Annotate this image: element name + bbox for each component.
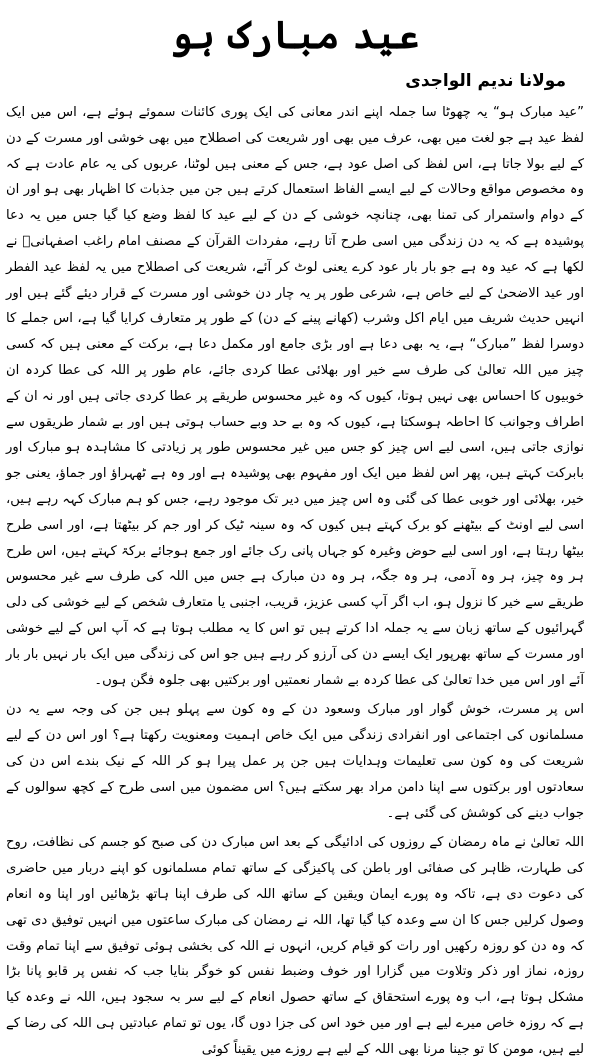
article-paragraph: اللہ تعالیٰ نے ماہ رمضان کے روزوں کی ادائیگی کے بعد اس مبارک دن کی صبح کو جسم کی نظافت، روح کی طہارت، ظاہر کی صفائی اور باطن کی پاکیزگی کے ساتھ تمام مسلمانوں کو اپنے دربار میں حاضری کی دعوت دی ہے، تاکہ وہ پورے ایمان ویقین کے ساتھ اللہ کی طرف اپنا ہاتھ بڑھائیں اور اپنا وہ انعام وصول کرلیں جس کا ان سے وعدہ کیا گیا تھا، اللہ نے رمضان کی مبارک ساعتوں میں انہیں توفیق دی تھی کہ وہ دن کو روزہ رکھیں اور رات کو قیام کریں، انہوں نے اللہ کی بخشی ہوئی توفیق سے اپنا تمام وقت روزہ، نماز اور ذکر وتلاوت میں گزارا اور خوف وضبط نفس کو خوگر بنایا جب کہ نفس پر قابو پانا بڑا مشکل ہوتا ہے، اب وہ پورے استحقاق کے ساتھ حصول انعام کے لیے سر بہ سجود ہیں، اللہ نے وعدہ کیا ہے کہ روزہ خاص میرے لیے ہے اور میں خود اس کی جزا دوں گا، یوں تو تمام عبادتیں ہی اللہ کی رضا کے لیے ہیں، مومن کا تو جینا مرنا بھی اللہ کے لیے ہے روزے میں یقیناً کوئی — [6, 835, 584, 1057]
article-author: مولانا ندیم الواجدی — [405, 71, 566, 91]
article-body — [6, 100, 584, 1062]
article-title: عید مبارک ہو — [170, 12, 420, 57]
article-paragraph: ”عید مبارک ہو“ یہ چھوٹا سا جملہ اپنے اندر معانی کی ایک پوری کائنات سموئے ہوئے ہے، اس میں ایک لفظ عید ہے جو لغت میں بھی، عرف میں بھی اور شریعت کی اصطلاح میں بھی خوشی اور مسرت کے دن کے لیے بولا جاتا ہے، اس لفظ کی اصل عود ہے، جس کے معنی ہیں لوٹنا، عربوں کی یہ عام عادت ہے کہ وہ مخصوص مواقع وحالات کے لیے ایسے الفاظ استعمال کرتے ہیں جن میں جذبات کا اظہار بھی ہو اور ان کے دوام واستمرار کی تمنا بھی، چنانچہ خوشی کے دن کے لیے عید کا لفظ وضع کیا گیا جس میں یہ دعا پوشیدہ ہے کہ یہ دن زندگی میں اسی طرح آتا رہے، مفردات القرآن کے مصنف امام راغب اصفہانیؒ نے لکھا ہے کہ عید وہ ہے جو بار بار عود کرے یعنی لوٹ کر آئے، شریعت کی اصطلاح میں یہ لفظ عید الفطر اور عید الاضحیٰ کے لیے خاص ہے، شرعی طور پر یہ چار دن خوشی اور مسرت کے قرار دیئے گئے ہیں اور انہیں حدیث شریف میں ایام اکل وشرب (کھانے پینے کے دن) کے طور پر متعارف کرایا گیا ہے، اس جملے کا دوسرا لفظ ”مبارک“ ہے، یہ بھی دعا ہے اور بڑی جامع اور مکمل دعا ہے، برکت کے معنی ہیں کہ کسی چیز میں اللہ تعالیٰ کی طرف سے خیر اور بھلائی عطا کردی جائے، عام طور پر اللہ کی عطا کردہ ان خوبیوں کا احساس بھی نہیں ہوتا، کیوں کہ وہ غیر محسوس طریقے پر عطا کردی جاتی ہیں اور نہ ان کے اطراف وجوانب کا احاطہ ہوسکتا ہے، کیوں کہ وہ بے حد وبے حساب ہوتی ہیں اور بے شمار طریقوں سے نوازی جاتی ہیں، اسی لیے اس چیز کو جس میں غیر محسوس طور پر زیادتی کا مشاہدہ ہو مبارک اور بابرکت کہتے ہیں، پھر اس لفظ میں ایک اور مفہوم بھی پوشیدہ ہے اور وہ ہے ٹھہراؤ اور جماؤ، یعنی جو خیر، بھلائی اور خوبی عطا کی گئی وہ اس چیز میں دیر تک موجود رہے، جس کو ہم مبارک کہہ رہے ہیں، اسی لیے اونٹ کے بیٹھنے کو برک کہتے ہیں کیوں کہ وہ سینہ ٹیک کر اور جم کر بیٹھتا ہے، اور اسی طرح بیٹھا رہتا ہے، اور اسی لیے حوض وغیرہ کو جہاں پانی رک جائے اور جمع ہوجائے برکۃ کہتے ہیں، اس طرح ہر وہ چیز، ہر وہ آدمی، ہر وہ جگہ، ہر وہ دن مبارک ہے جس میں اللہ کی طرف سے غیر محسوس طریقے سے خیر کا نزول ہو، اب اگر آپ کسی عزیز، قریب، اجنبی یا متعارف شخص کے لیے خوشی کی دلی گہرائیوں کے ساتھ زبان سے یہ جملہ ادا کرتے ہیں تو اس کا یہ مطلب ہوتا ہے کہ آپ اس کے لیے خوشی اور مسرت کے ساتھ بھرپور ایک ایسے دن کی آرزو کر رہے ہیں جو اس کی زندگی میں ایک بار نہیں بار بار آئے اور اس میں خدا تعالیٰ کی عطا کردہ بے شمار نعمتیں اور برکتیں بھی جلوہ فگن ہوں۔ — [6, 105, 584, 688]
article-paragraph: اس پر مسرت، خوش گوار اور مبارک وسعود دن کے وہ کون سے پہلو ہیں جن کی وجہ سے یہ دن مسلمانوں کی اجتماعی اور انفرادی زندگی میں ایک خاص اہمیت ومعنویت رکھتا ہے؟ اور اس دن کے لیے شریعت کی وہ کون سی تعلیمات وہدایات ہیں جن پر عمل پیرا ہو کر اللہ کے نیک بندے اس دن کی سعادتوں اور برکتوں سے اپنا دامن مراد بھر سکتے ہیں؟ اس مضمون میں اسی طرح کے کچھ سوالوں کے جواب دینے کی کوشش کی گئی ہے۔ — [6, 702, 584, 821]
